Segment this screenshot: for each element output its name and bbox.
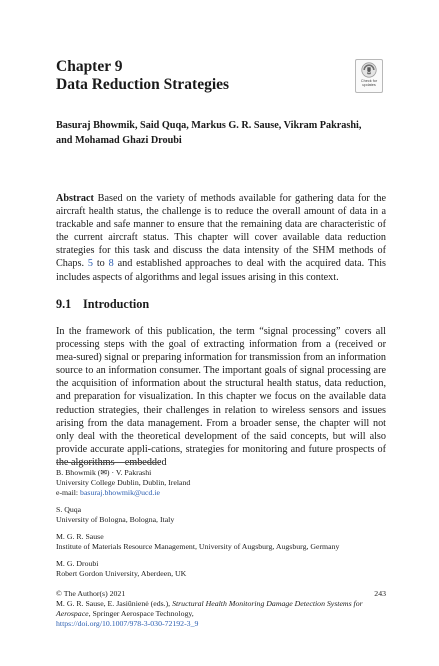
affiliation-institution: Institute of Materials Resource Management, University of Augsburg, Augsburg, Germany xyxy=(56,542,340,552)
affiliation-block xyxy=(56,532,386,552)
affiliation-names: S. Quqa xyxy=(56,505,82,514)
email-label: e-mail: xyxy=(56,488,79,498)
affiliation-block xyxy=(56,559,386,579)
affiliation-names: M. G. R. Sause xyxy=(56,532,104,541)
copyright-line: © The Author(s) 2021 xyxy=(56,589,126,598)
affiliation-email-line xyxy=(56,488,386,498)
citation-book-title: Structural Health Monitoring Damage Detection Systems for Aerospace xyxy=(56,599,363,619)
affiliation-names: B. Bhowmik (✉) · V. Pakrashi xyxy=(56,468,152,477)
chapter-8-link[interactable]: 8 xyxy=(108,258,114,270)
affiliation-institution: University College Dublin, Dublin, Ireland xyxy=(56,478,191,488)
affiliation-institution: Robert Gordon University, Aberdeen, UK xyxy=(56,569,187,579)
footnote-divider xyxy=(56,462,161,463)
chapter-title: Data Reduction Strategies xyxy=(56,76,230,93)
email-link[interactable]: basuraj.bhowmik@ucd.ie xyxy=(80,488,160,498)
section-number: 9.1 xyxy=(56,297,72,311)
section-heading xyxy=(56,297,149,312)
chapter-label: Chapter 9 xyxy=(56,58,123,75)
abstract-text-3: and established approaches to deal with the acquired data. This includes aspects of algorithms and legal issues arising in this context. xyxy=(56,258,387,283)
author-line-1: Basuraj Bhowmik, Said Quqa, Markus G. R. Sause, Vikram Pakrashi, xyxy=(56,120,362,131)
abstract-text-2: to xyxy=(96,258,105,270)
abstract-paragraph xyxy=(56,192,386,284)
citation-prefix: M. G. R. Sause, E. Jasiūnienė (eds.), xyxy=(56,599,171,609)
chapter-5-link[interactable]: 5 xyxy=(87,258,93,270)
citation-suffix: , Springer Aerospace Technology, xyxy=(88,609,194,619)
affiliation-block xyxy=(56,468,386,498)
check-for-updates-icon xyxy=(361,62,377,78)
citation xyxy=(56,599,386,619)
affiliation-block xyxy=(56,505,386,525)
author-list xyxy=(56,118,386,148)
check-for-updates-badge[interactable] xyxy=(355,59,383,93)
page-footer xyxy=(56,589,386,629)
check-for-updates-label: Check for updates xyxy=(360,79,378,87)
section-title: Introduction xyxy=(83,297,150,311)
page-number: 243 xyxy=(374,589,386,598)
introduction-paragraph: In the framework of this publication, the term “signal processing” covers all processing steps with the goal of extracting information from a (received or mea-sured) signal or preparing information for transmission from an information source to an information consumer. The important goals of signal processing are the acquisition of information about the structural health status, data reduction, and preparation for visualization. In this chapter we focus on the available data reduction strategies, their challenges in relation to wireless sensors and issues arising from the data management. From a broader sense, the chapter will not only deal with the theoretical development of the said concepts, but will also provide accurate appli-cations, strategies for monitoring and future prospects of the algorithms—embedded xyxy=(56,326,386,468)
affiliation-names: M. G. Droubi xyxy=(56,559,99,568)
affiliation-institution: University of Bologna, Bologna, Italy xyxy=(56,515,175,525)
abstract-label: Abstract xyxy=(56,193,94,204)
abstract-text-1: Based on the variety of methods available for gathering data for the aircraft health status, the challenge is to reduce the overall amount of data in a trackable and safe manner to ensure that the remaining data are characteristic of the current aircraft status. This chapter will cover available data reduction strategies for this task and discuss the data intensity of the SHM methods of Chaps. xyxy=(56,193,387,270)
author-line-2: and Mohamad Ghazi Droubi xyxy=(56,135,182,146)
doi-link[interactable]: https://doi.org/10.1007/978-3-030-72192-3_9 xyxy=(56,619,199,629)
